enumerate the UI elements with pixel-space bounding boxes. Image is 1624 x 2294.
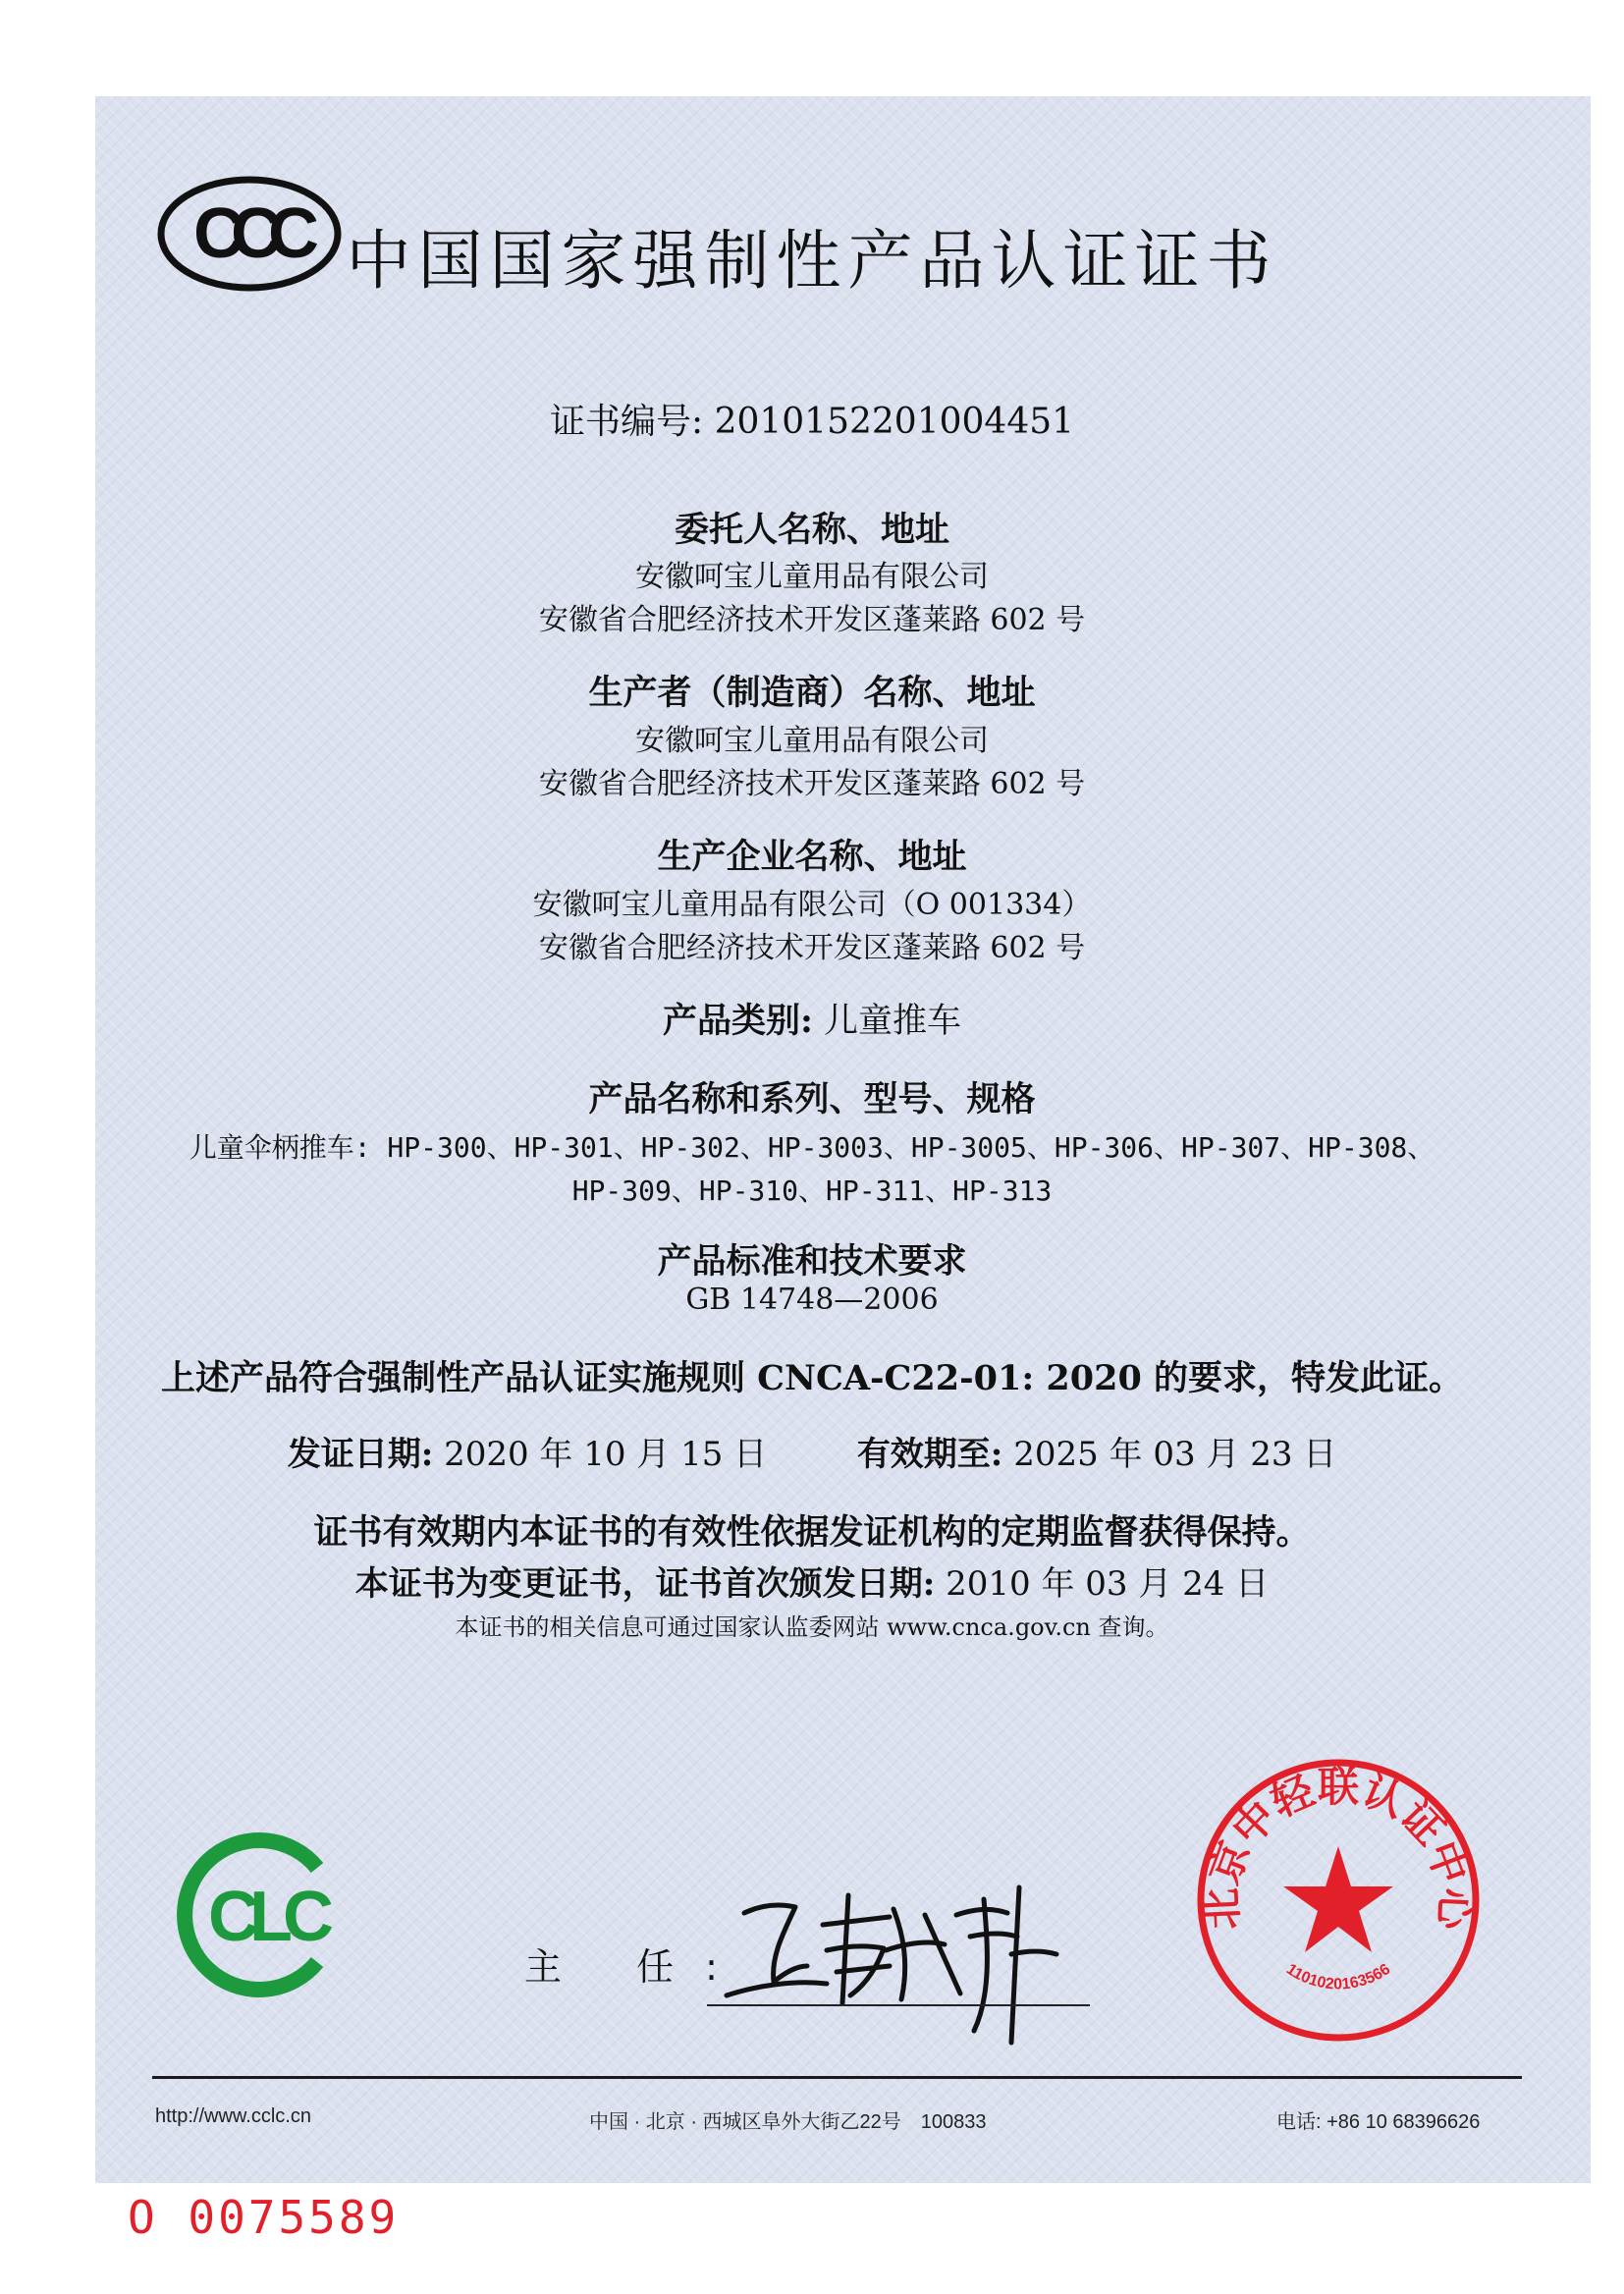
product-models-line2: HP-309、HP-310、HP-311、HP-313 <box>571 1174 1053 1207</box>
dates-row <box>0 1427 1624 1475</box>
director-label: 主 任: <box>524 1945 749 1989</box>
issue-date-label: 发证日期: <box>287 1435 434 1474</box>
standard-value: GB 14748—2006 <box>685 1283 939 1317</box>
factory-heading: 生产企业名称、地址 <box>657 837 967 877</box>
applicant-name: 安徽呵宝儿童用品有限公司 <box>635 560 989 594</box>
manufacturer-address: 安徽省合肥经济技术开发区蓬莱路 602 号 <box>538 767 1086 801</box>
website-note: 本证书的相关信息可通过国家认监委网站 www.cnca.gov.cn 查询。 <box>455 1613 1169 1641</box>
product-heading: 产品名称和系列、型号、规格 <box>588 1079 1036 1120</box>
serial-number: O 0075589 <box>128 2191 400 2244</box>
certificate-number-value: 2010152201004451 <box>714 402 1075 442</box>
factory-name: 安徽呵宝儿童用品有限公司（O 001334） <box>532 888 1092 922</box>
certificate-number-label: 证书编号: <box>549 402 704 442</box>
product-category-label: 产品类别: <box>662 1001 813 1041</box>
signature-line <box>707 2004 1090 2006</box>
footer-rule <box>152 2076 1522 2079</box>
manufacturer-name: 安徽呵宝儿童用品有限公司 <box>635 724 989 758</box>
ccc-logo-text: CCC <box>193 194 305 273</box>
standard-heading: 产品标准和技术要求 <box>657 1241 967 1282</box>
clc-logo <box>170 1827 349 2003</box>
certificate-title: 中国国家强制性产品认证证书 <box>346 223 1278 299</box>
clc-logo-text: CLC <box>208 1878 324 1956</box>
issue-date-value: 2020 年 10 月 15 日 <box>444 1435 768 1474</box>
product-category-value: 儿童推车 <box>824 1002 962 1041</box>
change-note <box>0 1557 1624 1605</box>
manufacturer-heading: 生产者（制造商）名称、地址 <box>588 673 1036 713</box>
expiry-date-label: 有效期至: <box>856 1435 1003 1474</box>
seal-text: 北京中轻联认证中心 <box>1197 1763 1480 1931</box>
product-category <box>0 994 1624 1043</box>
expiry-date-value: 2025 年 03 月 23 日 <box>1013 1435 1337 1474</box>
certification-seal <box>1186 1748 1490 2052</box>
director-signature <box>717 1856 1070 2052</box>
seal-number: 1101020163566 <box>1282 1960 1394 1994</box>
seal-number-arc <box>1283 1961 1393 1994</box>
product-models-line1: 儿童伞柄推车: HP-300、HP-301、HP-302、HP-3003、HP-3005、HP-306、HP-307、HP-308、 <box>189 1131 1435 1164</box>
footer-phone: 电话: +86 10 68396626 <box>1276 2111 1481 2133</box>
applicant-address: 安徽省合肥经济技术开发区蓬莱路 602 号 <box>538 603 1086 637</box>
factory-address: 安徽省合肥经济技术开发区蓬莱路 602 号 <box>538 931 1086 965</box>
conformity-statement: 上述产品符合强制性产品认证实施规则 CNCA-C22-01: 2020 的要求，特发此证。 <box>160 1358 1464 1398</box>
footer-url: http://www.cclc.cn <box>155 2105 311 2127</box>
validity-note: 证书有效期内本证书的有效性依据发证机构的定期监督获得保持。 <box>313 1512 1311 1553</box>
footer-address: 中国 · 北京 · 西城区阜外大街乙22号 100833 <box>589 2111 987 2133</box>
seal-star-icon <box>1283 1846 1393 1952</box>
applicant-heading: 委托人名称、地址 <box>674 510 949 550</box>
certificate-number <box>0 394 1624 444</box>
first-issue-date: 2010 年 03 月 24 日 <box>946 1564 1270 1604</box>
change-note-label: 本证书为变更证书，证书首次颁发日期: <box>354 1564 936 1604</box>
